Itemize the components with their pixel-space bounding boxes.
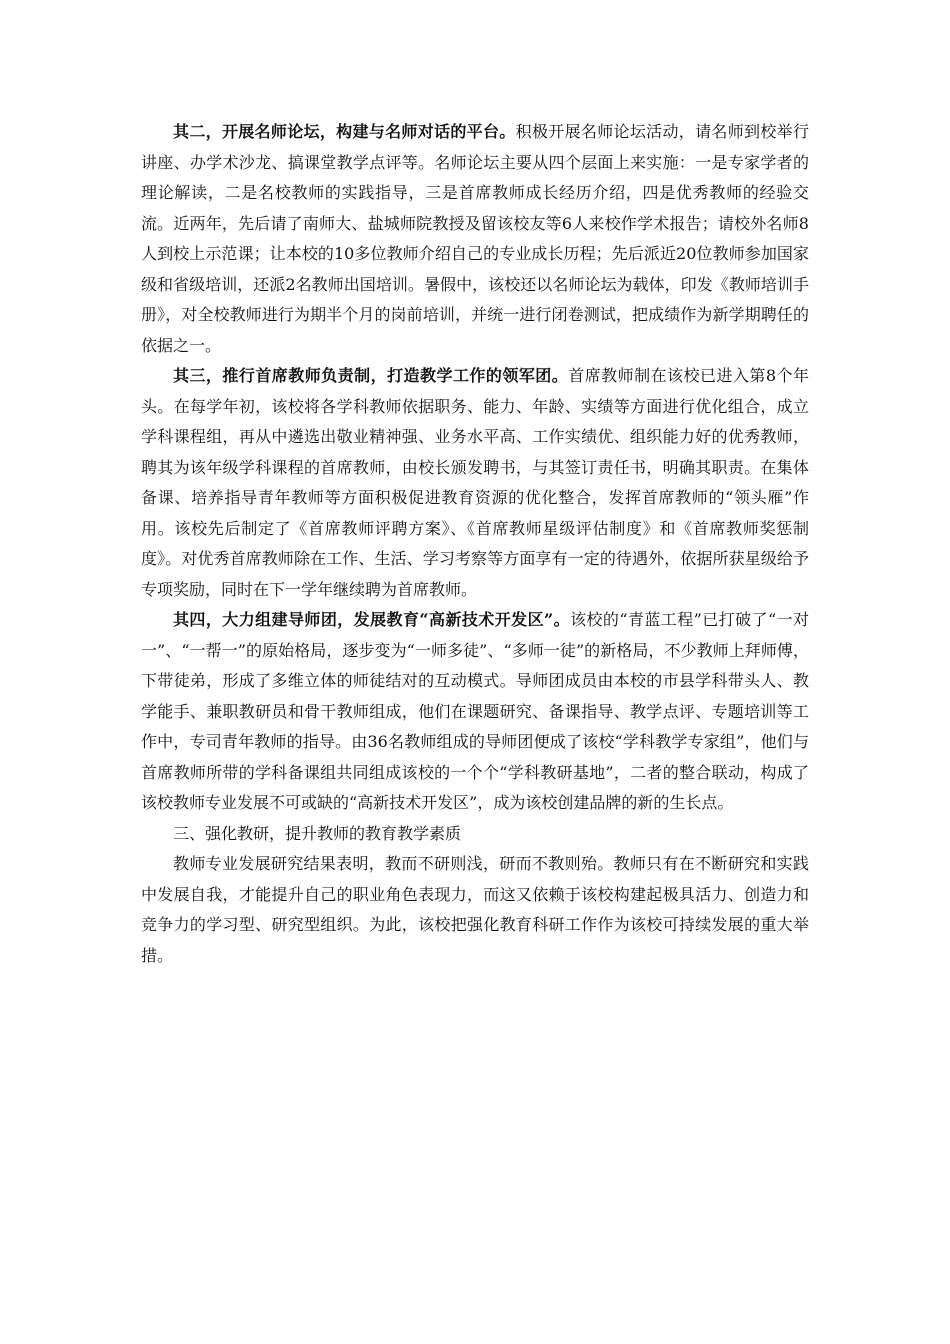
paragraph-mentor-group <box>141 605 809 819</box>
paragraph-research <box>141 849 809 971</box>
paragraph-body: 首席教师制在该校已进入第8个年头。在每学年初，该校将各学科教师依据职务、能力、年龄、实绩等方面进行优化组合，成立学科课程组，再从中遴选出敬业精神强、业务水平高、工作实绩优、组织能力好的优秀教师，聘其为该年级学科课程的首席教师，由校长颁发聘书，与其签订责任书，明确其职责。在集体备课、培养指导青年教师等方面积极促进教育资源的优化整合，发挥首席教师的“领头雁”作用。该校先后制定了《首席教师评聘方案》、《首席教师星级评估制度》和《首席教师奖惩制度》。对优秀首席教师除在工作、生活、学习考察等方面享有一定的待遇外，依据所获星级给予专项奖励，同时在下一学年继续聘为首席教师。 <box>141 366 809 599</box>
paragraph-lead: 其二，开展名师论坛，构建与名师对话的平台。 <box>173 122 516 141</box>
paragraph-forum <box>141 117 809 361</box>
section-heading <box>141 819 809 850</box>
paragraph-lead: 其三，推行首席教师负责制，打造教学工作的领军团。 <box>173 366 569 385</box>
paragraph-body: 该校的“青蓝工程”已打破了“一对一”、“一帮一”的原始格局，逐步变为“一师多徒”、“多师一徒”的新格局，不少教师上拜师傅，下带徒弟，形成了多维立体的师徒结对的互动模式。导师团成员由本校的市县学科带头人、教学能手、兼职教研员和骨干教师组成，他们在课题研究、备课指导、教学点评、专题培训等工作中，专司青年教师的指导。由36名教师组成的导师团便成了该校“学科教学专家组”，他们与首席教师所带的学科备课组共同组成该校的一个个“学科教研基地”，二者的整合联动，构成了该校教师专业发展不可或缺的“高新技术开发区”，成为该校创建品牌的新的生长点。 <box>141 610 809 812</box>
paragraph-chief-teacher <box>141 361 809 605</box>
paragraph-lead: 其四，大力组建导师团，发展教育“高新技术开发区”。 <box>173 610 571 629</box>
paragraph-body: 教师专业发展研究结果表明，教而不研则浅，研而不教则殆。教师只有在不断研究和实践中发展自我，才能提升自己的职业角色表现力，而这又依赖于该校构建起极具活力、创造力和竞争力的学习型、研究型组织。为此，该校把强化教育科研工作作为该校可持续发展的重大举措。 <box>141 854 809 965</box>
document-page <box>141 117 809 971</box>
section-heading-text: 三、强化教研，提升教师的教育教学素质 <box>173 823 462 843</box>
paragraph-body: 积极开展名师论坛活动，请名师到校举行讲座、办学术沙龙、搞课堂教学点评等。名师论坛主要从四个层面上来实施：一是专家学者的理论解读，二是名校教师的实践指导，三是首席教师成长经历介绍，四是优秀教师的经验交流。近两年，先后请了南师大、盐城师院教授及留该校友等6人来校作学术报告；请校外名师8人到校上示范课；让本校的10多位教师介绍自己的专业成长历程；先后派近20位教师参加国家级和省级培训，还派2名教师出国培训。暑假中，该校还以名师论坛为载体，印发《教师培训手册》，对全校教师进行为期半个月的岗前培训，并统一进行闭卷测试，把成绩作为新学期聘任的依据之一。 <box>141 122 809 355</box>
